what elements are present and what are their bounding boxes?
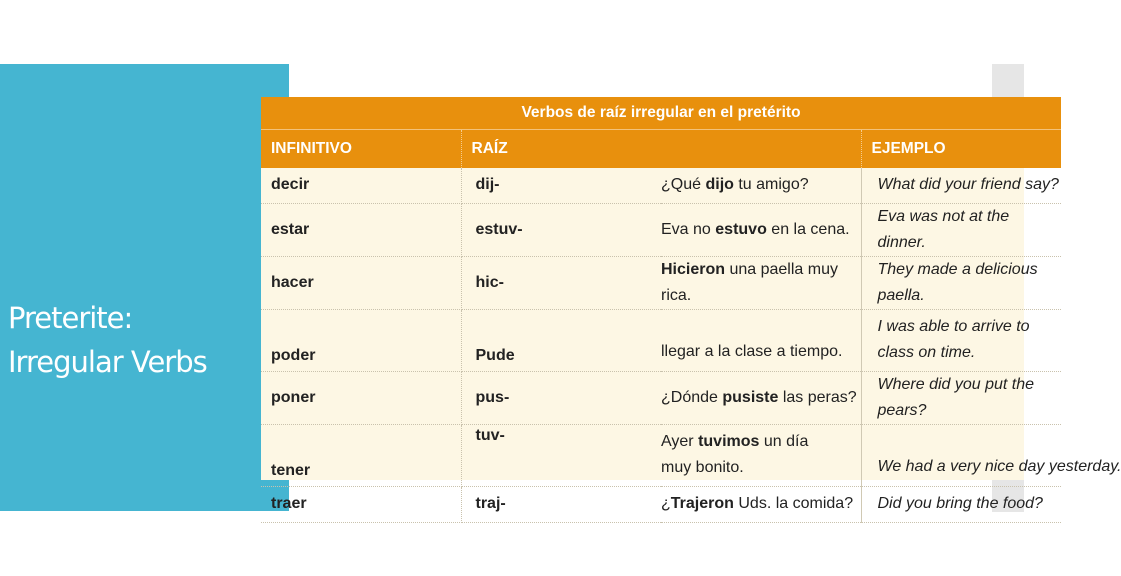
- example-english-cell: Where did you put the pears?: [861, 371, 1061, 424]
- table-caption-row: [261, 97, 1061, 130]
- example-text: Eva no: [661, 220, 716, 238]
- table-row: [261, 256, 1061, 309]
- example-text: en la cena.: [766, 220, 850, 238]
- table-row: [261, 203, 1061, 256]
- stem-cell: hic-: [461, 256, 661, 309]
- infinitive-cell: poder: [261, 309, 461, 371]
- infinitive-cell: estar: [261, 203, 461, 256]
- conjugated-verb: Trajeron: [670, 495, 734, 512]
- stem-cell: pus-: [461, 371, 661, 424]
- example-spanish-cell: [661, 424, 861, 486]
- slide-title: [8, 296, 258, 384]
- example-spanish-cell: [661, 256, 861, 309]
- verb-table-image: [261, 97, 1121, 512]
- slide-title-line-1: Preterite:: [8, 301, 133, 335]
- table-caption: Verbos de raíz irregular en el pretérito: [261, 97, 1061, 130]
- table-row: [261, 424, 1061, 486]
- infinitive-cell: poner: [261, 371, 461, 424]
- table-header-row: [261, 130, 1061, 169]
- conjugated-verb: estuvo: [715, 220, 767, 238]
- table-row: [261, 309, 1061, 371]
- conjugated-verb: tuvimos: [698, 433, 760, 450]
- example-english-cell: They made a delicious paella.: [861, 256, 1061, 309]
- infinitive-cell: decir: [261, 168, 461, 203]
- infinitive-cell: tener: [261, 424, 461, 486]
- example-spanish-cell: [661, 309, 861, 371]
- example-text: ¿Dónde: [661, 388, 723, 406]
- header-infinitivo: INFINITIVO: [261, 130, 461, 169]
- header-ejemplo: EJEMPLO: [861, 130, 1061, 169]
- example-english-cell: We had a very nice day yesterday.: [861, 424, 1061, 486]
- example-spanish-cell: [661, 168, 861, 203]
- irregular-verbs-table: [261, 97, 1121, 523]
- slide-title-line-2: Irregular Verbs: [8, 345, 207, 379]
- table-row: [261, 371, 1061, 424]
- conjugated-verb: pusiste: [722, 388, 779, 406]
- example-text: ¿Qué: [661, 176, 706, 194]
- table-row: [261, 168, 1061, 203]
- stem-cell: Pude: [461, 309, 661, 371]
- example-spanish-cell: [661, 486, 861, 522]
- stem-cell: estuv-: [461, 203, 661, 256]
- stem-cell: dij-: [461, 168, 661, 203]
- table-row: [261, 486, 1061, 522]
- conjugated-verb: dijo: [705, 176, 734, 194]
- example-text: Uds. la comida?: [733, 495, 854, 512]
- example-english-cell: Did you bring the food?: [861, 486, 1061, 522]
- header-raiz: RAÍZ: [461, 130, 861, 169]
- example-spanish-cell: [661, 371, 861, 424]
- stem-cell: traj-: [461, 486, 661, 522]
- example-english-cell: What did your friend say?: [861, 168, 1061, 203]
- decorative-square-top: [992, 64, 1024, 97]
- example-text: llegar a la clase a tiempo.: [661, 342, 843, 360]
- example-text: tu amigo?: [733, 176, 809, 194]
- example-text: Ayer: [661, 433, 699, 450]
- stem-cell: tuv-: [461, 424, 661, 486]
- example-text: un día muy bonito.: [661, 433, 809, 476]
- infinitive-cell: traer: [261, 486, 461, 522]
- infinitive-cell: hacer: [261, 256, 461, 309]
- title-panel: [0, 64, 289, 511]
- example-english-cell: Eva was not at the dinner.: [861, 203, 1061, 256]
- example-text: ¿: [661, 495, 671, 512]
- example-text: las peras?: [778, 388, 857, 406]
- conjugated-verb: Hicieron: [661, 260, 726, 278]
- example-english-cell: I was able to arrive to class on time.: [861, 309, 1061, 371]
- example-text: una paella muy rica.: [661, 260, 838, 304]
- example-spanish-cell: [661, 203, 861, 256]
